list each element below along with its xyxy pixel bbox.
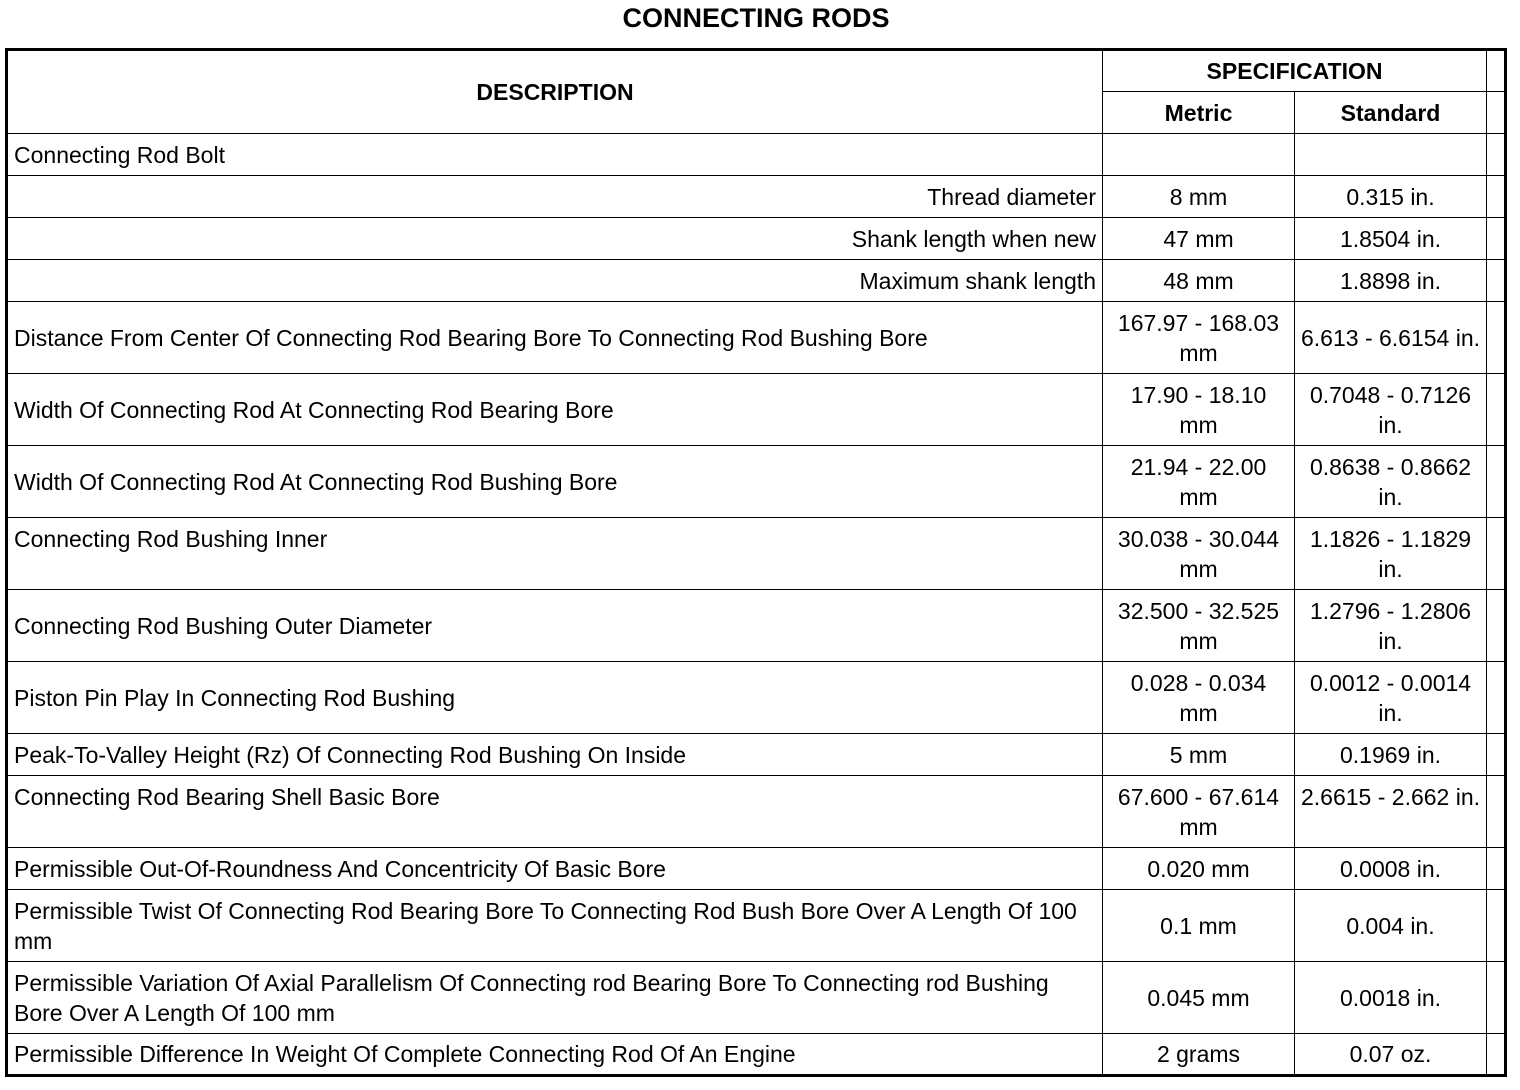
gap-cell	[1487, 962, 1506, 1034]
table-row	[7, 890, 1506, 962]
row-standard	[1295, 134, 1487, 176]
row-metric: 2 grams	[1103, 1034, 1295, 1076]
gap-cell	[1487, 92, 1506, 134]
gap-cell	[1487, 302, 1506, 374]
row-metric: 0.028 - 0.034 mm	[1103, 662, 1295, 734]
page-title: CONNECTING RODS	[622, 3, 890, 33]
row-description: Connecting Rod Bearing Shell Basic Bore	[7, 776, 1103, 848]
gap-cell	[1487, 662, 1506, 734]
spec-table	[5, 48, 1507, 1077]
row-metric: 30.038 - 30.044 mm	[1103, 518, 1295, 590]
row-description: Piston Pin Play In Connecting Rod Bushing	[7, 662, 1103, 734]
row-description: Width Of Connecting Rod At Connecting Rod Bearing Bore	[7, 374, 1103, 446]
table-row	[7, 662, 1506, 734]
table-row	[7, 446, 1506, 518]
row-description: Permissible Difference In Weight Of Complete Connecting Rod Of An Engine	[7, 1034, 1103, 1076]
row-metric	[1103, 134, 1295, 176]
gap-cell	[1487, 590, 1506, 662]
table-row	[7, 134, 1506, 176]
row-metric: 32.500 - 32.525 mm	[1103, 590, 1295, 662]
gap-cell	[1487, 1034, 1506, 1076]
row-standard: 2.6615 - 2.662 in.	[1295, 776, 1487, 848]
row-metric: 0.1 mm	[1103, 890, 1295, 962]
row-metric: 167.97 - 168.03 mm	[1103, 302, 1295, 374]
row-description: Permissible Variation Of Axial Parallelism Of Connecting rod Bearing Bore To Connecting rod Bushing Bore Over A Length Of 100 mm	[7, 962, 1103, 1034]
row-description: Permissible Twist Of Connecting Rod Bearing Bore To Connecting Rod Bush Bore Over A Length Of 100 mm	[7, 890, 1103, 962]
row-standard: 1.1826 - 1.1829 in.	[1295, 518, 1487, 590]
row-metric: 47 mm	[1103, 218, 1295, 260]
gap-cell	[1487, 134, 1506, 176]
row-description: Width Of Connecting Rod At Connecting Rod Bushing Bore	[7, 446, 1103, 518]
row-metric: 0.020 mm	[1103, 848, 1295, 890]
row-standard: 1.8898 in.	[1295, 260, 1487, 302]
gap-cell	[1487, 446, 1506, 518]
row-description: Permissible Out-Of-Roundness And Concentricity Of Basic Bore	[7, 848, 1103, 890]
row-standard: 1.8504 in.	[1295, 218, 1487, 260]
gap-cell	[1487, 218, 1506, 260]
gap-cell	[1487, 518, 1506, 590]
table-row	[7, 302, 1506, 374]
row-description: Connecting Rod Bolt	[7, 134, 1103, 176]
header-metric: Metric	[1103, 92, 1295, 134]
table-row	[7, 374, 1506, 446]
gap-cell	[1487, 848, 1506, 890]
table-row	[7, 260, 1506, 302]
row-metric: 21.94 - 22.00 mm	[1103, 446, 1295, 518]
row-standard: 0.0012 - 0.0014 in.	[1295, 662, 1487, 734]
row-description: Distance From Center Of Connecting Rod Bearing Bore To Connecting Rod Bushing Bore	[7, 302, 1103, 374]
row-standard: 0.0008 in.	[1295, 848, 1487, 890]
table-row	[7, 734, 1506, 776]
table-row	[7, 848, 1506, 890]
row-description: Maximum shank length	[7, 260, 1103, 302]
row-standard: 0.315 in.	[1295, 176, 1487, 218]
table-row	[7, 776, 1506, 848]
row-description: Shank length when new	[7, 218, 1103, 260]
gap-cell	[1487, 890, 1506, 962]
row-description: Thread diameter	[7, 176, 1103, 218]
gap-cell	[1487, 374, 1506, 446]
gap-cell	[1487, 50, 1506, 92]
row-metric: 17.90 - 18.10 mm	[1103, 374, 1295, 446]
row-standard: 0.8638 - 0.8662 in.	[1295, 446, 1487, 518]
row-standard: 0.07 oz.	[1295, 1034, 1487, 1076]
table-row	[7, 218, 1506, 260]
table-row	[7, 1034, 1506, 1076]
row-metric: 67.600 - 67.614 mm	[1103, 776, 1295, 848]
row-metric: 0.045 mm	[1103, 962, 1295, 1034]
row-metric: 5 mm	[1103, 734, 1295, 776]
row-standard: 0.0018 in.	[1295, 962, 1487, 1034]
row-standard: 0.1969 in.	[1295, 734, 1487, 776]
row-standard: 0.7048 - 0.7126 in.	[1295, 374, 1487, 446]
row-description: Connecting Rod Bushing Inner	[7, 518, 1103, 590]
row-metric: 48 mm	[1103, 260, 1295, 302]
table-row	[7, 176, 1506, 218]
header-description: DESCRIPTION	[7, 50, 1103, 134]
table-row	[7, 518, 1506, 590]
gap-cell	[1487, 734, 1506, 776]
table-row	[7, 590, 1506, 662]
row-standard: 6.613 - 6.6154 in.	[1295, 302, 1487, 374]
header-specification: SPECIFICATION	[1103, 50, 1487, 92]
row-description: Peak-To-Valley Height (Rz) Of Connecting Rod Bushing On Inside	[7, 734, 1103, 776]
gap-cell	[1487, 776, 1506, 848]
header-row	[7, 50, 1506, 92]
gap-cell	[1487, 176, 1506, 218]
row-description: Connecting Rod Bushing Outer Diameter	[7, 590, 1103, 662]
row-standard: 0.004 in.	[1295, 890, 1487, 962]
row-standard: 1.2796 - 1.2806 in.	[1295, 590, 1487, 662]
header-standard: Standard	[1295, 92, 1487, 134]
gap-cell	[1487, 260, 1506, 302]
row-metric: 8 mm	[1103, 176, 1295, 218]
table-row	[7, 962, 1506, 1034]
